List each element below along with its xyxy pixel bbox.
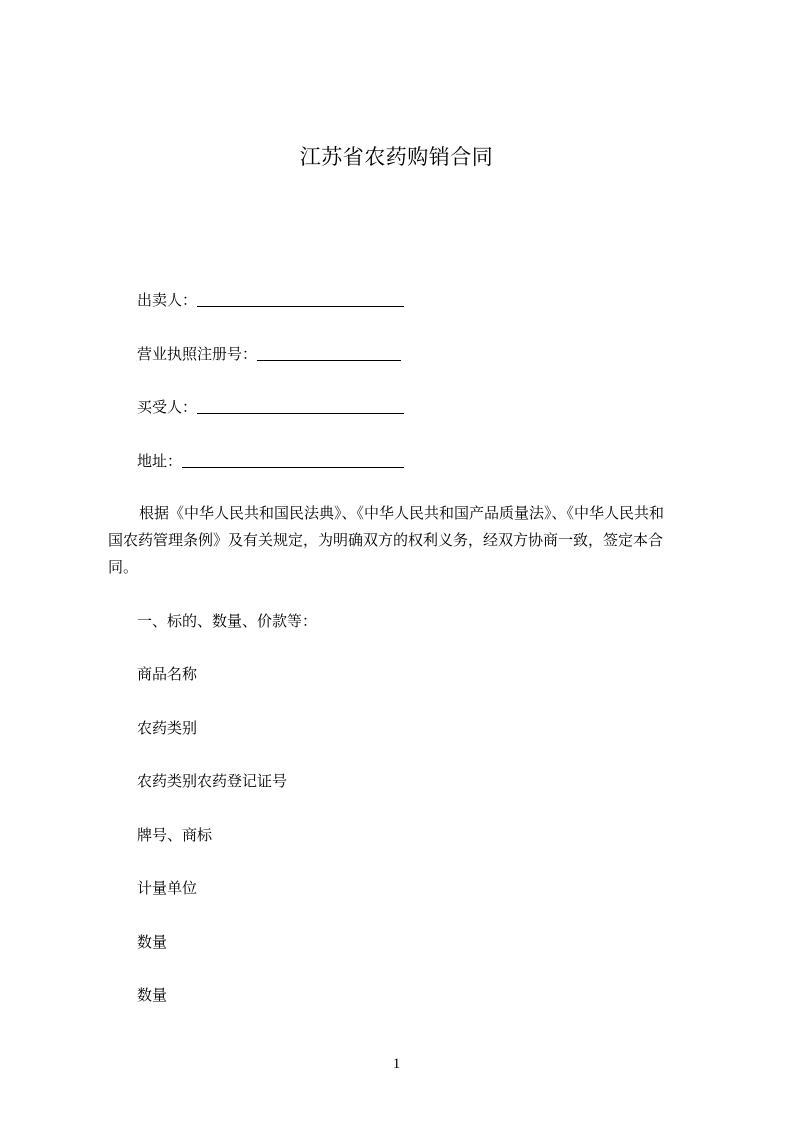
business-license-blank[interactable] [257,344,401,361]
item-pesticide-category: 农药类别 [137,719,198,737]
item-registration-number: 农药类别农药登记证号 [137,772,288,790]
item-brand-trademark: 牌号、商标 [137,826,213,844]
item-quantity-2: 数量 [137,986,168,1004]
buyer-field [137,397,404,417]
item-product-name: 商品名称 [137,665,198,683]
business-license-field [137,344,401,364]
document-title: 江苏省农药购销合同 [299,145,494,169]
section-heading: 一、标的、数量、价款等： [137,612,318,630]
buyer-label: 买受人： [137,398,198,416]
intro-line-3: 同。 [108,558,139,576]
seller-label: 出卖人： [137,291,198,309]
buyer-blank[interactable] [197,397,404,414]
seller-blank[interactable] [197,290,404,307]
business-license-label: 营业执照注册号： [137,345,258,363]
page-number: 1 [392,1056,401,1072]
seller-field [137,290,404,310]
item-quantity: 数量 [137,933,168,951]
address-label: 地址： [137,452,183,470]
intro-line-2: 国农药管理条例》及有关规定，为明确双方的权利义务，经双方协商一致，签定本合 [108,531,664,549]
address-blank[interactable] [182,451,404,468]
item-unit: 计量单位 [137,879,198,897]
intro-line-1: 根据《中华人民共和国民法典》、《中华人民共和国产品质量法》、《中华人民共和 [139,504,665,522]
address-field [137,451,404,471]
